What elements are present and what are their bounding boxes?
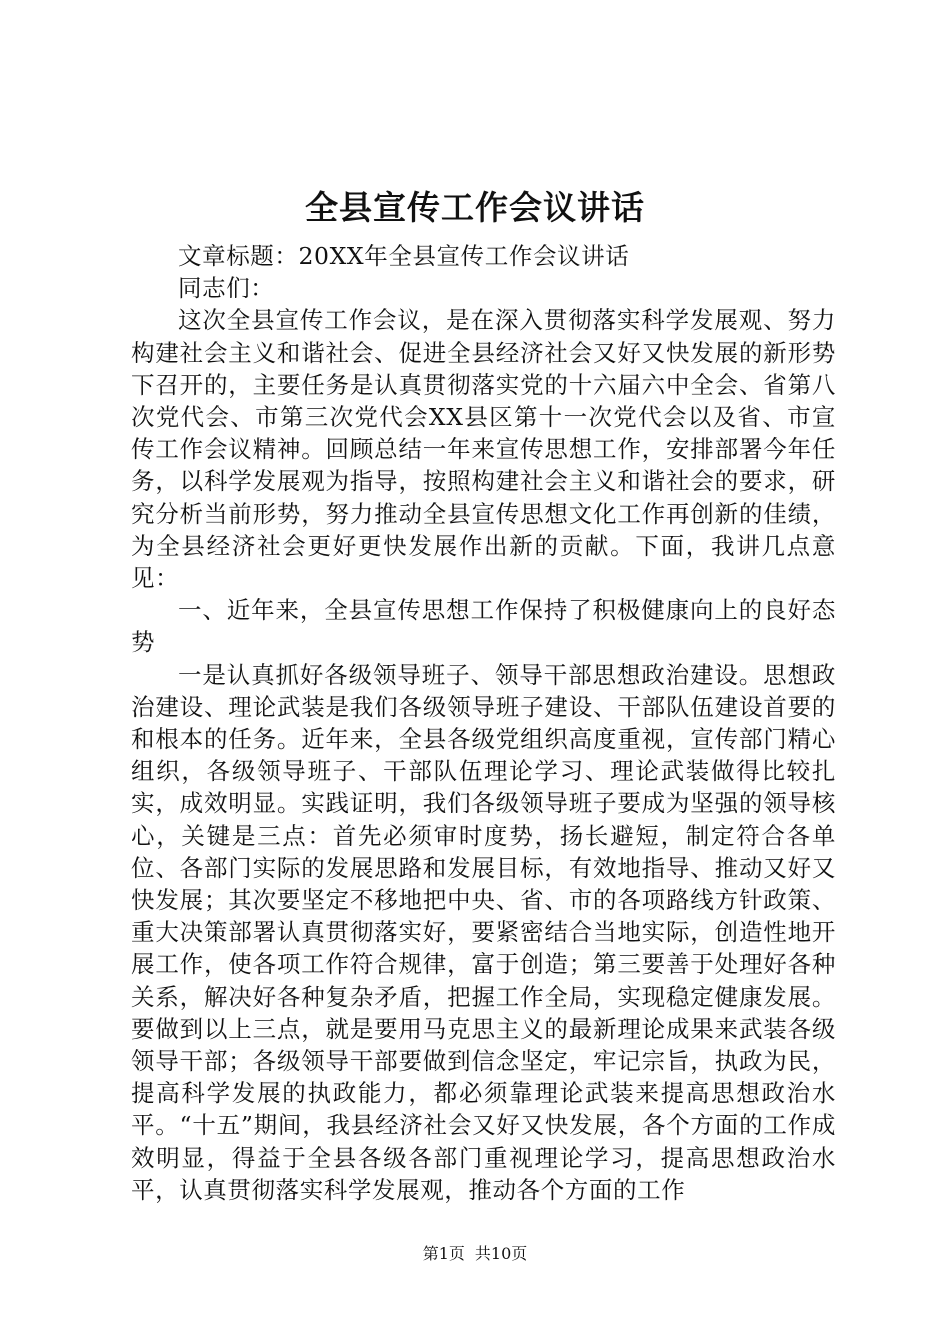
page-footer xyxy=(0,1244,950,1264)
section-heading-1: 一、近年来，全县宣传思想工作保持了积极健康向上的良好态势 xyxy=(131,596,836,657)
page-number: 第1页 xyxy=(422,1244,465,1263)
document-body xyxy=(131,240,836,1206)
salutation: 同志们： xyxy=(178,274,275,303)
document-title: 全县宣传工作会议讲话 xyxy=(305,188,645,227)
article-title-line: 文章标题：20XX年全县宣传工作会议讲话 xyxy=(178,242,630,270)
paragraph-point-1: 一是认真抓好各级领导班子、领导干部思想政治建设。思想政治建设、理论武装是我们各级领导班子建设、干部队伍建设首要的和根本的任务。近年来，全县各级党组织高度重视，宣传部门精心组织，各级领导班子、干部队伍理论学习、理论武装做得比较扎实，成效明显。实践证明，我们各级领导班子要成为坚强的领导核心，关键是三点：首先必须审时度势，扬长避短，制定符合各单位、各部门实际的发展思路和发展目标，有效地指导、推动又好又快发展；其次要坚定不移地把中央、省、市的各项路线方针政策、重大决策部署认真贯彻落实好，要紧密结合当地实际，创造性地开展工作，使各项工作符合规律，富于创造；第三要善于处理好各种关系，解决好各种复杂矛盾，把握工作全局，实现稳定健康发展。要做到以上三点，就是要用马克思主义的最新理论成果来武装各级领导干部；各级领导干部要做到信念坚定，牢记宗旨，执政为民，提高科学发展的执政能力，都必须靠理论武装来提高思想政治水平。“十五”期间，我县经济社会又好又快发展，各个方面的工作成效明显，得益于全县各级各部门重视理论学习，提高思想政治水平，认真贯彻落实科学发展观，推动各个方面的工作 xyxy=(131,660,836,1204)
page-total: 共10页 xyxy=(474,1244,528,1263)
paragraph-intro: 这次全县宣传工作会议，是在深入贯彻落实科学发展观、努力构建社会主义和谐社会、促进全县经济社会又好又快发展的新形势下召开的，主要任务是认真贯彻落实党的十六届六中全会、省第八次党代会、市第三次党代会XX县区第十一次党代会以及省、市宣传工作会议精神。回顾总结一年来宣传思想工作，安排部署今年任务，以科学发展观为指导，按照构建社会主义和谐社会的要求，研究分析当前形势，努力推动全县宣传思想文化工作再创新的佳绩，为全县经济社会更好更快发展作出新的贡献。下面，我讲几点意见： xyxy=(131,306,836,593)
